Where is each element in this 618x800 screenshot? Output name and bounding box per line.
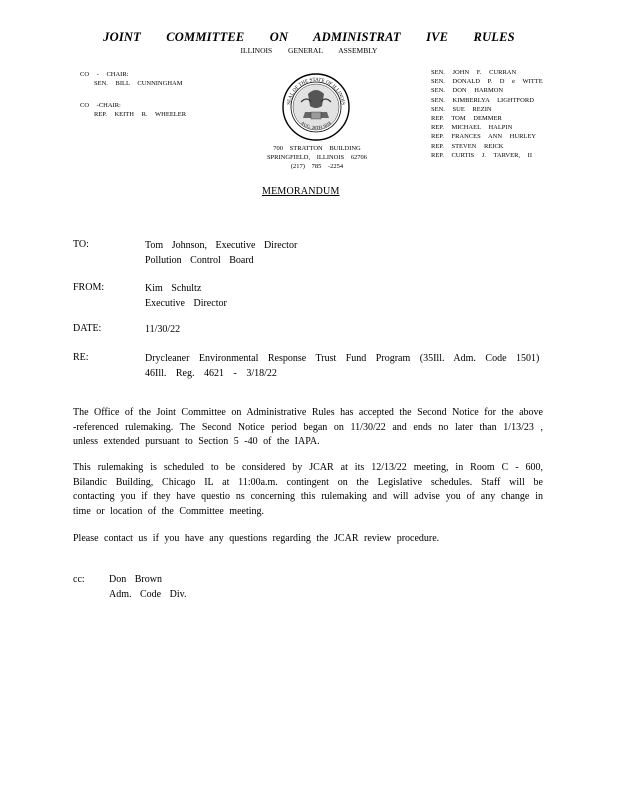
from-label: FROM: <box>73 282 105 293</box>
page-subtitle: ILLINOIS GENERAL ASSEMBLY <box>240 46 378 55</box>
cc-line: Adm. Code Div. <box>109 588 187 600</box>
cochair-label: CO - CHAIR: <box>80 71 129 78</box>
to-label: TO: <box>73 239 89 250</box>
re-line: 46Ill. Reg. 4621 - 3/18/22 <box>145 368 277 379</box>
memo-heading: MEMORANDUM <box>262 186 340 197</box>
seal-top-text: SEAL OF THE STATE OF ILLINOIS <box>287 77 345 106</box>
member-item: SEN. JOHN F. CURRAN <box>431 69 517 76</box>
address-line: SPRINGFIELD, ILLINOIS 62706 <box>266 154 368 161</box>
to-line: Pollution Control Board <box>145 255 254 266</box>
cochair-name: REP. KEITH R. WHEELER <box>94 111 187 119</box>
cochair-name: SEN. BILL CUNNINGHAM <box>94 80 183 88</box>
cc-line: Don Brown <box>109 574 162 585</box>
member-item: SEN. DON HARMON <box>431 87 504 95</box>
member-item: REP. MICHAEL HALPIN <box>431 124 513 132</box>
body-paragraph-3: Please contact us if you have any questions regarding the JCAR review procedure. <box>73 533 440 544</box>
from-line: Executive Director <box>145 298 227 309</box>
member-item: REP. STEVEN REICK <box>431 142 504 150</box>
member-item: SEN. SUE REZIN <box>431 105 492 113</box>
cc-list <box>109 573 186 602</box>
body-paragraph-2: This rulemaking is scheduled to be considered by JCAR at its 12/13/22 meeting, in Room C - 600, Bilandic Building, Chicago IL at 11:00a.m. contingent on the Legislative schedules. Staff will be contacting you if they have questio ns concerning this rulemaking and will advise you of any change in time or location of the Committee meeting. <box>73 462 543 517</box>
from-value <box>145 281 227 311</box>
page-title: JOINT COMMITTEE ON ADMINISTRAT IVE RULES <box>103 30 515 44</box>
cochair-block-2 <box>80 101 186 119</box>
date-label: DATE: <box>73 323 102 334</box>
seal-bottom-text: AUG. 26TH 1818 <box>299 120 333 131</box>
cc-label: cc: <box>73 574 85 585</box>
to-line: Tom Johnson, Executive Director <box>145 240 298 251</box>
member-item: REP. TOM DEMMER <box>431 115 502 123</box>
cochair-label: CO -CHAIR: <box>80 102 121 109</box>
body-paragraph-1: The Office of the Joint Committee on Administrative Rules has accepted the Second Notice for the above -referenced rulemaking. The Second Notice period began on 11/30/22 and ends no later than 1/13/23 , unless extended pursuant to Section 5 -40 of the IAPA. <box>73 407 543 447</box>
address-block <box>232 144 402 171</box>
member-list <box>431 68 543 160</box>
member-item: SEN. DONALD P. D e WITTE <box>431 78 543 86</box>
member-item: SEN. KIMBERLYA LIGHTFORD <box>431 96 534 104</box>
member-item: REP. FRANCES ANN HURLEY <box>431 133 537 141</box>
state-seal <box>281 72 351 142</box>
re-label: RE: <box>73 352 89 363</box>
date-value: 11/30/22 <box>145 324 181 335</box>
re-value <box>145 351 539 381</box>
address-line: (217) 785 -2254 <box>290 163 344 170</box>
address-line: 700 STRATTON BUILDING <box>273 145 361 152</box>
to-value <box>145 238 297 268</box>
cochair-block-1 <box>80 70 183 88</box>
from-line: Kim Schultz <box>145 283 202 294</box>
re-line: Drycleaner Environmental Response Trust Fund Program (35Ill. Adm. Code 1501) <box>145 353 540 364</box>
member-item: REP. CURTIS J. TARVER, II <box>431 151 533 159</box>
